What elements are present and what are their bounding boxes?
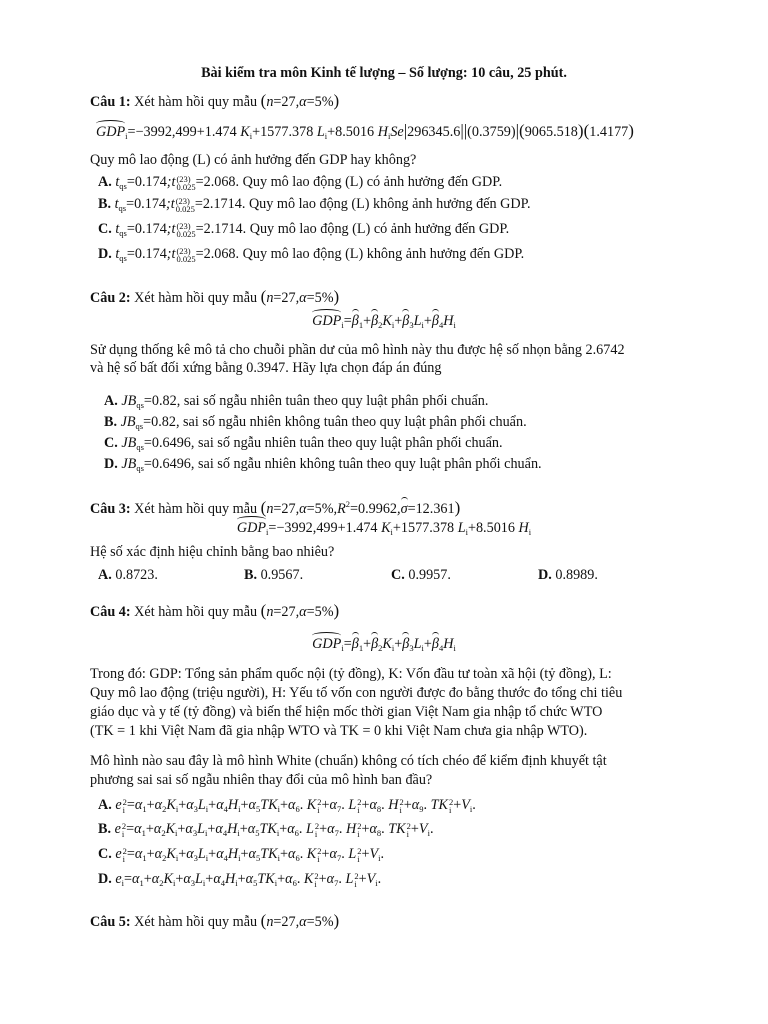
q2-text-line2: và hệ số bất đối xứng bằng 0.3947. Hãy lựa chọn đáp án đúng — [90, 360, 442, 376]
q2-option-a[interactable]: A. $JB_{qs}=0.82$, sai số ngẫu nhiên tuân theo quy luật phân phối chuẩn. — [104, 393, 489, 410]
q4-option-c[interactable]: C. e2 $i =\alpha_1+\alpha_2K_i+\alpha_3L_i+\alpha_4H_i+\alpha_5TK_i+\alpha_6$. K2 $i +\alpha_7$. L2 $i +V_i$. — [98, 845, 385, 864]
q4-equation: $GDP_i=\beta_1+\beta_2K_i+\beta_3L_i+\beta_4H_i$ — [312, 636, 456, 653]
q4-option-d[interactable]: D. $e_i=\alpha_1+\alpha_2K_i+\alpha_3L_i+\alpha_4H_i+\alpha_5TK_i+\alpha_6$. K2 $i +\alpha_7$. L2 $i +V_i$. — [98, 870, 382, 889]
q1-option-c[interactable]: C. $t_{qs}=0.174;t(23)$ 0.025=2.1714. Quy mô lao động (L) có ảnh hưởng đến GDP. — [98, 220, 510, 239]
q4-option-a[interactable]: A. e2 $i =\alpha_1+\alpha_2K_i+\alpha_3L_i+\alpha_4H_i+\alpha_5TK_i+\alpha_6$. K2 $i +\alpha_7$. L2 $i +\alpha_8$. H2 $i +\alpha_9$. TK2 $i +V_i$. — [98, 796, 476, 815]
q3-header: Câu 3: Xét hàm hồi quy mẫu $(n=27,\alpha=5\%,R^2=0.9962,\sigma=12.361)$ — [90, 498, 461, 517]
q1-option-b[interactable]: B. $t_{qs}=0.174;t(23)$ 0.025=2.1714. Quy mô lao động (L) không ảnh hưởng đến GDP. — [98, 195, 531, 214]
q1-header: Câu 1: Xét hàm hồi quy mẫu (n=27,α=5%) — [90, 91, 340, 110]
q4-desc-line1: Trong đó: GDP: Tổng sản phẩm quốc nội (tỷ đồng), K: Vốn đầu tư toàn xã hội (tỷ đồng), L: — [90, 666, 612, 682]
q4-option-b[interactable]: B. e2 $i =\alpha_1+\alpha_2K_i+\alpha_3L_i+\alpha_4H_i+\alpha_5TK_i+\alpha_6$. L2 $i +\alpha_7$. H2 $i +\alpha_8$. TK2 $i +V_i$. — [98, 820, 434, 839]
q2-text-line1: Sử dụng thống kê mô tả cho chuỗi phần dư của mô hình này thu được hệ số nhọn bằng 2.6742 — [90, 342, 625, 358]
exam-title: Bài kiểm tra môn Kinh tế lượng – Số lượng: 10 câu, 25 phút. — [201, 65, 567, 81]
q1-equation: $GDP_i=-3992,499+1.474$ $K_i+1577.378$ $L_i+8.5016$ $H_iSe|296345.6||(0.3759)|(9065.518)(1.4177)$ — [96, 121, 634, 141]
q4-header: Câu 4: Xét hàm hồi quy mẫu (n=27,α=5%) — [90, 601, 340, 620]
q2-option-b[interactable]: B. $JB_{qs}=0.82$, sai số ngẫu nhiên không tuân theo quy luật phân phối chuẩn. — [104, 414, 527, 431]
q3-equation: $GDP_i=-3992,499+1.474$ $K_i+1577.378$ $L_i+8.5016$ $H_i$ — [236, 520, 532, 537]
q4-desc-line4: (TK = 1 khi Việt Nam đã gia nhập WTO và TK = 0 khi Việt Nam chưa gia nhập WTO). — [90, 723, 588, 739]
q4-question-line2: phương sai sai số ngẫu nhiên thay đổi của mô hình ban đầu? — [90, 772, 433, 788]
q4-desc-line2: Quy mô lao động (triệu người), H: Yếu tố vốn con người được đo bằng thước đo tổng chi tiêu — [90, 685, 623, 701]
q1-question: Quy mô lao động (L) có ảnh hưởng đến GDP hay không? — [90, 152, 417, 168]
q2-option-c[interactable]: C. $JB_{qs}=0.6496$, sai số ngẫu nhiên tuân theo quy luật phân phối chuẩn. — [104, 435, 503, 452]
q3-question: Hệ số xác định hiệu chỉnh bằng bao nhiêu? — [90, 544, 335, 560]
q1-option-d[interactable]: D. $t_{qs}=0.174;t(23)$ 0.025=2.068. Quy mô lao động (L) không ảnh hưởng đến GDP. — [98, 245, 525, 264]
q2-option-d[interactable]: D. $JB_{qs}=0.6496$, sai số ngẫu nhiên không tuân theo quy luật phân phối chuẩn. — [104, 456, 542, 473]
q2-header: Câu 2: Xét hàm hồi quy mẫu (n=27,α=5%) — [90, 287, 340, 306]
q4-desc-line3: giáo dục và y tế (tỷ đồng) và biến thể hiện mốc thời gian Việt Nam gia nhập tổ chức WTO — [90, 704, 603, 720]
q3-option-d[interactable]: D. 0.8989. — [538, 567, 598, 583]
q4-question-line1: Mô hình nào sau đây là mô hình White (chuẩn) không có tích chéo để kiểm định khuyết tật — [90, 753, 607, 769]
q2-equation: $GDP_i=\beta_1+\beta_2K_i+\beta_3L_i+\beta_4H_i$ — [312, 313, 456, 330]
q5-header: Câu 5: Xét hàm hồi quy mẫu (n=27,α=5%) — [90, 911, 340, 930]
q1-option-a[interactable]: A. $t_{qs}=0.174;t(23)$ 0.025=2.068. Quy mô lao động (L) có ảnh hưởng đến GDP. — [98, 173, 503, 192]
q3-option-a[interactable]: A. 0.8723. — [98, 567, 158, 583]
q3-option-b[interactable]: B. 0.9567. — [244, 567, 304, 583]
q3-option-c[interactable]: C. 0.9957. — [391, 567, 451, 583]
